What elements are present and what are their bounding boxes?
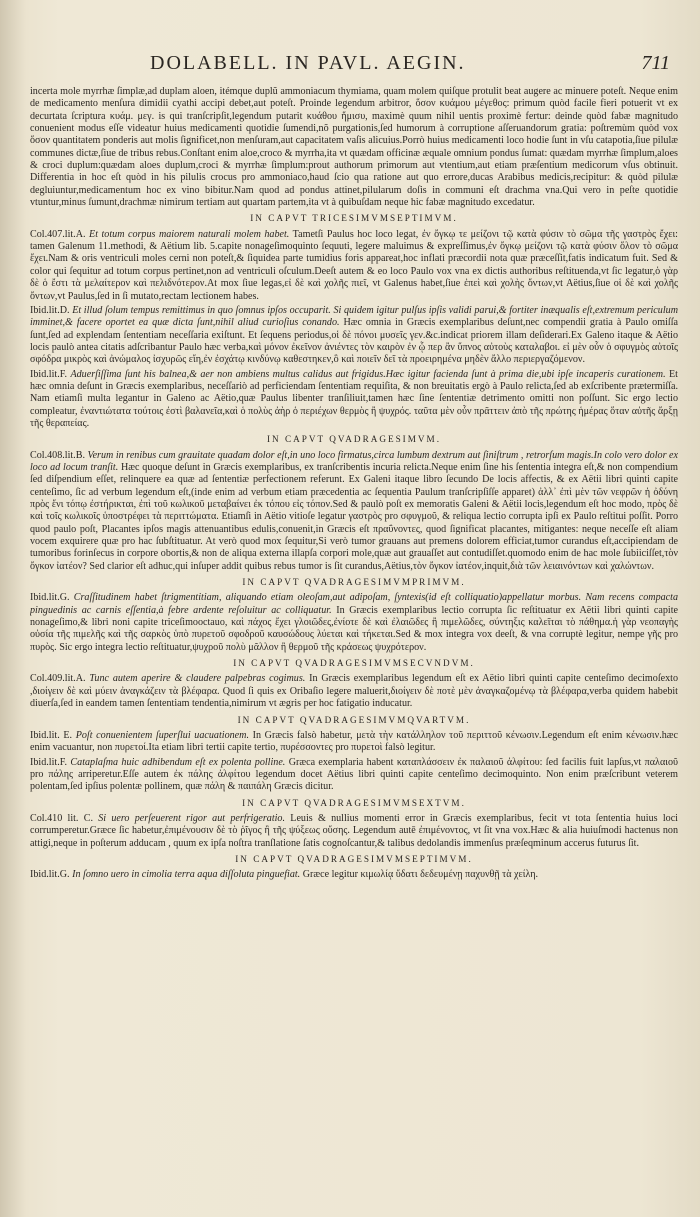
quoted-lemma: Verum in renibus cum grauitate quadam dolor eſt,in uno loco firmatus,circa lumbum dextrum aut ſiniſtrum , retrorſum magis.In colo vero dolor ex loco ad locum tranſit. [30, 449, 678, 473]
commentary-text: Hæc quoque deſunt in Græcis exemplaribus, ex tranſcribentis incuria relicta.Neque enim ſine his ſententia integra eſt,& non compendium ſed diſpendium eſſet, relinquere ea quæ ad ſententiæ perfectionem referunt. Ex Galeni itaque libro ſecundo De locis affectis, & ex Aëtii libri quinti capite centeſimo, ſic ad verbum legendum eſt,(inde enim ad verbum etiam præcedentia ac ſequentia Paulum tranſcripſiſſe apparet) ἀλλ᾽ ἐπὶ μὲν τῶν νεφρῶν ἡ ὀδύνη πρὸς ἕνι τόπῳ ἐστήρικται, ἐπὶ τοῦ κωλικοῦ μεταβαίνει ἐκ τόπου εἰς τόπον.Sed & paulò poſt ex memoratis Galeni & Aëtii locis,legendum eſt hoc modo, πρὸς δὲ καὶ τοῖς κωλικοῖς ὑποστρέφει τὰ περιττώματα. Etiamſi in Aëtio vitioſe legatur γαστρὸς pro σφυγμοῦ, & reliqua lectio corrupta ipſi ex Paulo reſtitui poſſit. Porro quod paulo poſt, Placantes ipſos magis attenuantibus edulis,conuenit,in Græcis eſt πραΰνοντες, quod ſignificat placantes, mitigantes: neque neceſſe eſt aliam vocem exquirere quæ pro hac ſubſtituatur. At verò quod mox ſequitur,Si verò tumor grauans aut premens dolorem efficiat,tumor curandus eſt,accipiendam de tumoribus forinſecus in corpore obortis,& non de aliqua externa illapſa corpori mole,quæ aut grauaſſet aut contudiſſet.quomodo enim de hac mole ſubiiciſſet,τὸν ὄγκον ἰατέον? Sed clarior eſt adhuc,qui inſuper addit quibus rebus tumor is ſit curandus,Aëtius,τὸν ὄγκον ἰατέον,inquit,διὰ τῶν λειαινόντων καὶ χαλώντων. [30, 461, 678, 572]
column-reference: Ibid.lit.D. [30, 304, 70, 316]
running-title: DOLABELL. IN PAVL. AEGIN. [150, 52, 466, 74]
annotation-paragraph [30, 813, 678, 850]
commentary-text: In Græcis exemplaribus legendum eſt ex Aëtio libri quinti capite centeſimo decimoſexto ,διοίγειν δὲ καὶ μύειν ἀναγκάζειν τὰ βλέφαρα. Quod ſi quis ex Oribaſio legere maluerit,διοίγειν δὲ ποτὲ μὲν ἀναγκαζομένῳ τὰ βλέφαρα,verba quidem habebit diuerſa,ſed in eandem tamen ſententiam tendentia,nimirum vt ægris per hoc fatigatio inducatur. [30, 673, 678, 710]
column-reference: Ibid.lit.F. [30, 756, 68, 768]
annotation-paragraph [30, 757, 678, 794]
commentary-text: Græca exemplaria habent καταπλάσσειν ἐκ παλαιοῦ ἀλφίτου: ſed facilis fuit lapſus,vt παλαιοῦ pro πάλης arriperetur.Eſſe autem ἐκ πάλης ἀλφίτου legendum docet Aëtius libri quinti capite centeſimo decimoquinto. Non enim præſcribunt veterem polentam,ſed ipſius polentæ pollinem, quæ πάλη & παιπάλη Græcis dicitur. [30, 756, 678, 793]
chapter-heading: IN CAPVT QVADRAGESIMVM. [266, 434, 442, 445]
quoted-lemma: Cataplaſma huic adhibendum eſt ex polenta polline. [70, 756, 286, 768]
quoted-lemma: In ſomno uero in cimolia terra aqua diſſoluta pinguefiat. [72, 869, 301, 881]
column-reference: Col.409.lit.A. [30, 673, 86, 685]
annotation-paragraph [30, 369, 678, 431]
quoted-lemma: Poſt conuenientem ſuperſlui uacuationem. [75, 729, 249, 741]
commentary-text: Græce legitur κιμωλίᾳ ὕδατι δεδευμένῃ παχυνθῇ τὰ χείλη. [302, 869, 539, 881]
quoted-lemma: Et illud ſolum tempus remittimus in quo ſomnus ipſos occuparit. Si quidem igitur pulſus ipſis validi parui,& fortiter inæqualis eſt,extremum periculum imminet,& facere oportet ea quæ dicta ſunt,nihil aliud curioſius conando. [30, 304, 678, 329]
annotation-paragraph [30, 869, 678, 881]
annotation-paragraph [30, 86, 678, 209]
annotation-paragraph [30, 673, 678, 710]
page-header [0, 52, 700, 86]
column-reference: Ibid.lit.G. [30, 592, 70, 604]
commentary-text: Tametſi Paulus hoc loco legat, ἐν ὄγκῳ τε μείζονι τῷ κατὰ φύσιν τὸ σῶμα τῆς γαστρὸς ἔχει: tamen Galenum 11.methodi, & Aëtium lib. 5.capite nonageſimoquinto ſequuti, legere maluimus & expreſſimus,ἐν ὄγκῳ μείζονι τῷ κατὰ φύσιν ὅλον τὸ σῶμα ἔχει.Nam & oris ventriculi moles cerni non poteſt,& ſiquidea parte tumidius foris appareat,hoc inflati præcordii nota quæ præceſſit,fatis indicatum fuit. Sed & color qui ſequitur ad totum corpus pertinet,non ad ventriculi oſculum.Deeſt autem & eo loco Paulo vox vna ex dictis authoribus reſtituenda,vt ſic legatur,ὁ γὰρ δὲ ὁ ἔστι τὰ μελαίτερον καὶ πελιδνότερον.At mox ſiue legas,εἰ δὲ καὶ χολῆς πιεῖ, vt Galenus habet,ſiue ἐπεὶ καὶ χολὴς ὄντων,vt Aëtius,ſiue οἱ δὲ καὶ χολῆς ὄντων,vt Paulus,ſed in ſi mutato,rectam lectionem habes. [30, 228, 678, 302]
annotation-paragraph [30, 730, 678, 755]
page-number: 711 [641, 52, 670, 74]
commentary-text: Leuis & nullius momenti error in Græcis exemplaribus, fecit vt tota ſententia huius loci corrumperetur.Græce ſic habetur,ἐπιμένουσιν δὲ τὸ ῥῖγος ἢ τῆς ψύξεως οὔσης. Legendum autē ἐπιμένοντος, vt ſit vna vox.Hæc & alia huiuſmodi hactenus non attigi,neque in poſterum adducam , quum ex ipſa noſtra tranſlatione ſatis cognoſcantur,& talibus dedolandis immenſus præſeqminum accerus futurus ſit. [30, 812, 678, 849]
quoted-lemma: Si uero perſeuerent rigor aut perfrigeratio. [98, 812, 286, 824]
annotation-paragraph [30, 450, 678, 573]
column-reference: Ibid.lit.G. [30, 869, 70, 881]
quoted-lemma: Craſſitudinem habet ſtrigmentitiam, aliquando etiam oleoſam,aut adipoſam, ſyntexis(id eſt colliquatio)appellatur morbus. Nam recens compacta pinguedinis ac carnis eſſentia,à febre ardente reſoluitur ac colliquatur. [30, 592, 678, 616]
body-text [30, 86, 678, 1196]
quoted-lemma: Tunc autem aperire & claudere palpebras cogimus. [89, 673, 306, 685]
commentary-text: incerta mole myrrhæ ſimplæ,ad duplam aloen, itémque duplũ ammoniacum thymiama, quam molem quiſque protulit beat augere ac minuere poteſt. Neque enim de medicamento menſura dimidii cyathi accipi debet,aut poteſt. Proinde legendum arbitror, ὅσον κυάμου μέγεθος: primum quòd facile fieri potuerit vt ex decurtata ſcriptura κυάμ. μεγ. is qui tranſcripſit,legendum putarit κυάθου ἥμισυ, maximè quum nihil uentis proximè fertur: deinde quòd fabæ magnitudo conuenient modus eſſe videatur huius medicamenti quotidie ſumendi,nõ purgationis,ſed humorum à corruptione aſſeruandorum gratia: poſtremùm quòd vox ὅσον quantitatem ponderis aut molis ſignificet,non menſuram,aut capacitatem vaſis alicuius.Porrò huius medicamenti loco hodie ſunt in vſu catapotia,ſiue pilulæ communes dictæ,ſiue de tribus rebus.Conſtant enim aloe,croco & myrrha,ita vt quædam officinæ æquale omnium pondus ſumat: quædam myrrhæ ſimplum,aloes & croci duplum:quædam aloes duplum,croci & myrrhæ ſimplum:prout authorum primorum aut vtentium,aut etiam præſentium medicorum vſus obtinuit. Differentia in hoc eſt quòd in his pilulis crocus pro ammoniaco,haud ſcio qua ratione aut quo errore,ducas Arabibus medicis,recipitur: & quòd pilulæ degluiuntur,medicamentum hoc ex vino bibitur.Nam quod ad pondus attinet,pilularum doſis in communi eſt drachma vna.Qui vero in peſte quotidie vtuntur,minus ſumunt,drachmæ nimirum tertiam aut quartam partem,ita vt à quibuſdam neque hic fabæ magnitudo excedatur. [30, 86, 678, 209]
chapter-heading: IN CAPVT QVADRAGESIMVMQVARTVM. [237, 714, 471, 725]
column-reference: Col.408.lit.B. [30, 449, 85, 461]
annotation-paragraph [30, 305, 678, 367]
quoted-lemma: Et totum corpus maiorem naturali molem habet. [89, 228, 290, 240]
column-reference: Ibid.lit. E. [30, 729, 73, 741]
column-reference: Col.410 lit. C. [30, 812, 93, 824]
annotation-paragraph [30, 229, 678, 303]
commentary-text: In Græcis falsò habetur, μετὰ τὴν κατάλληλον τοῦ περιττοῦ κένωσιν.Legendum eſt enim κένωσιν.hæc enim vacuantur, non πυρετοί.Ita etiam libri tertii capite tertio, πυρέσσοντες pro πυρετοὶ falsò legitur. [30, 729, 678, 754]
commentary-text: Et hæc omnia deſunt in Græcis exemplaribus, neceſſariò ad perficiendam ſententiam requiſita, & non breuitatis ergò à Paulo relicta,ſed ab exſcribente prætermiſſa. Nam etiamſi multa legantur in Galeno ac Aëtio,quæ Paulus libenter tranſiliuit,tamen hæc ſine ſententiæ detrimento omitti non poſſunt. Sic ergo lectio compleatur, ἐναντιώτατα τούτοις ἐστὶ βαλανεῖα,καὶ ὁ πολὺς ἀὴρ ὁ περιέχων θερμὸς ἢ ψυχρός. ταῦτα μὲν οὖν πρᾶττειν ἀπὸ τῆς πρώτης ἡμέρας ὅταν αὐτῆς ἄρξῃ τῆς θεραπείας. [30, 368, 678, 429]
chapter-heading: IN CAPVT QVADRAGESIMVMSEXTVM. [242, 797, 466, 808]
chapter-heading: IN CAPVT QVADRAGESIMVMSECVNDVM. [233, 658, 475, 669]
chapter-heading: IN CAPVT TRICESIMVMSEPTIMVM. [250, 213, 458, 224]
annotation-paragraph [30, 592, 678, 654]
chapter-heading: IN CAPVT QVADRAGESIMVMSEPTIMVM. [235, 853, 473, 864]
column-reference: Col.407.lit.A. [30, 228, 86, 240]
commentary-text: In Græcis exemplaribus lectio corrupta ſic reſtituatur ex Aëtii libri quinti capite nonageſimo,& libri noni capite triceſimooctauo, καὶ πάχος ἔχει γλοιῶδες,ἐνίοτε δὲ καὶ ἐλαιῶδες ἢ πιμελῶδες, σύντηξις καλεῖται τὸ πάθημα.ἡ γὰρ νεοπαγὴς οὐσία τῆς πιμελῆς καὶ τῆς σαρκὸς ὑπὸ πυρετοῦ σφοδροῦ καυσώδους λύεται καὶ τήκεται.Sed & mox integra vox deeſt, & vna corruptè legitur, nempe γῆς pro πυρὸς. Sic ergo integra lectio reſtituatur,ψυχροῦ πολὺ μᾶλλον ἢ θερμοῦ τῆς κράσεως ψυχρότερον. [30, 604, 678, 653]
column-reference: Ibid.lit.F. [30, 368, 68, 380]
commentary-text: Hæc omnia in Græcis exemplaribus deſunt,nec compendii gratia à Paulo omiſſa ſunt,ſed ad explendam ſententiam neceſſaria exiſtunt. Et ſequens periodus,οἱ δὲ πόνοι μυσεῖς γεν.&c.indicat priorem illam deſiderari.Ex Galeno itaque & Aëtio locis paulò antea citatis adſcribantur Paulo hæc verba,καὶ μόνον ἐκεῖνον ἀνιέντες τὸν καιρὸν ἐν ᾧ περ ἂν ὕπνος αὐτοὺς καταλαβοι. εἰ μὲν οὖν ὁ σφυγμὸς αὐτοῖς σφόδρα μικρὸς καὶ ἀνώμαλος ἰσχυρῶς εἴη,ἐν ἐσχάτῳ κινδύνῳ καθεστηκεν,ὃ καὶ ποιεῖν δεῖ τὰ προειρημένα μηδὲν ἄλλο περιεργαζόμενον. [30, 317, 678, 366]
chapter-heading: IN CAPVT QVADRAGESIMVMPRIMVM. [242, 577, 466, 588]
quoted-lemma: Aduerſiſſima ſunt his balnea,& aer non ambiens multus calidus aut frigidus.Hæc igitur facienda ſunt à prima die,ubi ipſe incaperis curationem. [70, 368, 666, 380]
